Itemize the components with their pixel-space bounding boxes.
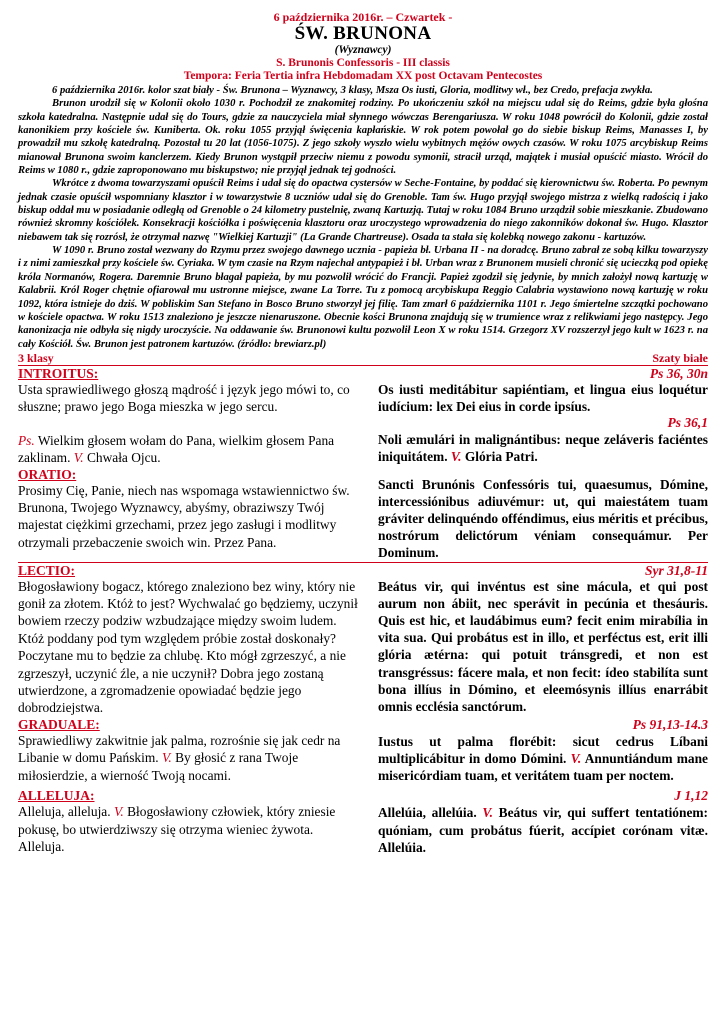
- lectio-la: Beátus vir, qui invéntus est sine mácula, et qui post aurum non ábiit, nec sperávit in pecúnia et thesáuris. Quis est hic, et laudábimus eum? fecit enim mirabília in vita sua. Qui probátus est in illo, et perféctus est, erit illi glória ætérna: qui potuit tránsgredi, et non est transgréssus: fácere mala, et non fecit: ídeo stabilíta sunt bona illíus in Dómino, et eleemósynis illíus enarrábit omnis ecclésia sanctórum.: [378, 578, 708, 714]
- oratio-section: [18, 476, 708, 562]
- lectio-header: [18, 562, 708, 578]
- graduale-ref: Ps 91,13-14.3: [632, 716, 708, 732]
- oratio-pl: Prosimy Cię, Panie, niech nas wspomaga wstawiennictwo św. Brunona, Twojego Wyznawcy, abyśmy, obraziwszy Twój majestat ciężkimi grzechami, przez jego zasługi i modlitwy otrzymali przebaczenie swoich win. Przez Pana.: [18, 482, 350, 550]
- introitus-label: INTROITUS:: [18, 365, 99, 381]
- versicle-mark: V.: [570, 750, 582, 766]
- lectio-section: [18, 578, 708, 717]
- introitus-header: [18, 365, 708, 381]
- versicle-mark: V.: [482, 805, 493, 821]
- alleluia-pl: Alleluja, alleluja. V. Błogosławiony człowiek, który zniesie pokusę, bo utwierdziwszy się otrzyma wieniec żywota. Alleluja.: [18, 804, 336, 855]
- psalm-mark: Ps.: [18, 432, 35, 448]
- versicle-mark: V.: [161, 750, 172, 766]
- introitus-ref: Ps 36, 30n: [649, 365, 708, 381]
- missal-page: [18, 10, 708, 856]
- graduale-section: [18, 717, 708, 785]
- lectio-ref: Syr 31,8-11: [644, 562, 708, 578]
- introitus-pl-antiphon: Usta sprawiedliwego głoszą mądrość i język jego mówi to, co słuszne; prawo jego Boga mieszka w jego sercu.: [18, 381, 350, 415]
- introitus-section: [18, 381, 708, 467]
- header-subtitle: (Wyznawcy): [334, 44, 392, 56]
- oratio-la: Sancti Brunónis Confessóris tui, quaesumus, Dómine, intercessiónibus adiuvémur: ut, qui maiestátem tuam gráviter delinquéndo offéndimus, eius méritis et précibus, nostrórum delictórum véniam consequámur. Per Dominum.: [378, 476, 708, 561]
- oratio-label: ORATIO:: [18, 466, 77, 482]
- header-date: 6 października 2016r. – Czwartek -: [273, 10, 453, 24]
- introitus-la-psalm: Noli æmulári in malignántibus: neque zeláveris faciéntes iniquitátem. V. Glória Patri.: [378, 432, 708, 465]
- alleluia-section: [18, 788, 708, 856]
- vestment-label: Szaty białe: [652, 350, 708, 365]
- graduale-header: [18, 717, 358, 732]
- alleluia-la: Allelúia, allelúia. V. Beátus vir, qui suffert tentatiónem: quóniam, cum probátus fúerit, accípiet corónam vitæ. Allelúia.: [378, 805, 708, 855]
- versicle-mark: V.: [73, 450, 84, 466]
- intro-paragraph: W 1090 r. Bruno został wezwany do Rzymu przez swojego dawnego ucznia - papieża bł. Urbana II - na doradcę. Bruno zabrał ze sobą kilku towarzyszy i z nimi zamieszkał przy kościele św. Cyriaka. W tym czasie na Rzym najechał antypapież i bł. Urban wraz z Brunonem musieli chronić się ucieczką pod opiekę króla Normanów, Rogera. Daremnie Bruno błagał papieża, by mu pozwolił wrócić do Francji. Papież zgodził się jedynie, by mnich założył nową kartuzję w Kalabrii. Król Roger chętnie ofiarował mu ustronne miejsce, zwane La Torre. Tu z pomocą arcybiskupa Reggio Calabria wystawiono nową kartuzję w roku 1092, która istnieje do dziś. W pobliskim San Stefano in Bosco Bruno stworzył jej filię. Tam zmarł 6 października 1101 r. Jego śmiertelne szczątki pochowano w kościele opactwa. W roku 1513 znaleziono je jeszcze nienaruszone. Obecnie kości Brunona znajdują się w trumience wraz z relikwiami jego następcy. Jego kanonizacja nie odbyła się nigdy uroczyście. Na oddawanie św. Brunonowi kultu pozwolił Leon X w roku 1514. Grzegorz XV rozszerzył jego kult w 1623 r. na cały Kościół. Św. Brunon jest patronem kartuzów. (źródło: brewiarz.pl): [18, 245, 708, 350]
- alleluia-ref: J 1,12: [674, 788, 708, 804]
- graduale-pl: Sprawiedliwy zakwitnie jak palma, rozrośnie się jak cedr na Libanie w domu Pańskim. V. By głosić z rana Twoje miłosierdzie, a wierność Twoją nocami.: [18, 732, 341, 783]
- intro-paragraph: 6 października 2016r. kolor szat biały - Św. Brunona – Wyznawcy, 3 klasy, Msza Os iusti, Gloria, modlitwy wł., bez Credo, prefacja zwykła.: [52, 85, 653, 96]
- alleluia-label: ALLELUJA:: [18, 788, 95, 804]
- alleluia-header: [18, 788, 358, 803]
- page-title: ŚW. BRUNONA: [294, 23, 432, 44]
- versicle-mark: V.: [450, 449, 462, 465]
- class-vestment-row: [18, 352, 708, 365]
- graduale-label: GRADUALE:: [18, 716, 100, 732]
- intro-text: [18, 84, 708, 351]
- introitus-la-antiphon: Os iusti meditábitur sapiéntiam, et lingua eius loquétur iudícium: lex Dei eius in corde ipsíus.: [378, 381, 708, 415]
- introitus-ref2: Ps 36,1: [667, 415, 708, 431]
- lectio-pl: Błogosławiony bogacz, którego znaleziono bez winy, który nie gonił za złotem. Któż to jest? Wychwalać go będziemy, uczynił bowiem rzeczy podziw wzbudzające między swoim ludem. Któż poddany pod tym względem próbie został doskonały? Poczytane mu to będzie za chlubę. Kto mógł zgrzeszyć, a nie zgrzeszył, uczynić źle, a nie uczynił? Dobra jego zostaną utwierdzone, a zgromadzenie opowiadać będzie jego dobrodziejstwa.: [18, 578, 358, 716]
- header-latin-name: S. Brunonis Confessoris - III classis: [276, 57, 450, 69]
- intro-paragraph: Wkrótce z dwoma towarzyszami opuścił Reims i udał się do opactwa cystersów w Seche-Fontaine, by poddać się kierownictwu św. Roberta. Po pewnym jednak czasie opuścił wspomniany klasztor i w towarzystwie 8 uczniów udał się do Grenoble. Tam św. Hugo przyjął swojego mistrza z wielką radością i jako biskup oddał mu w posiadanie odległą od Grenoble o 24 kilometry pustelnię, zwaną Kartuzją. Tutaj w roku 1084 Bruno urządził sobie mieszkanie. Zbudowano również skromny kościółek. Konsekracji kościółka i poświęcenia klasztoru oraz uroczystego wprowadzenia do niego zakonników dokonał św. Hugo. Klasztor niebawem tak się rozrósł, że otrzymał nazwę "Wielkiej Kartuzji" (La Grande Chartreuse). Osada ta stała się kolebką nowego zakonu - kartuzów.: [18, 178, 708, 243]
- lectio-label: LECTIO:: [18, 562, 76, 578]
- intro-paragraph: Brunon urodził się w Kolonii około 1030 r. Pochodził ze znakomitej rodziny. Po ukończeniu szkół na miejscu udał się do Reims, gdzie była głośna szkoła katedralna. Następnie udał się do Tours, gdzie za nauczyciela miał słynnego wówczas Berengariusza. W roku 1048 powrócił do Kolonii, gdzie został kanonikiem przy kościele św. Kuniberta. Ok. roku 1055 przyjął święcenia kapłańskie. W rok potem powołał go do siebie biskup Reims, Manasses I, by prowadził mu szkołę katedralną. Pozostał tu 20 lat (1056-1075). Z jego szkoły wyszło wielu wybitnych mężów owych czasów. W roku 1075 arcybiskup Reims mianował Brunona swoim kanclerzem. Kiedy Brunon wystąpił przeciw niemu z powodu symonii, stracił urząd, majątek i musiał opuścić miasto. Wrócił do Reims w 1080 r., gdzie zaproponowano mu biskupstwo; nie przyjął jednak tej godności.: [18, 98, 708, 177]
- header-tempora: Tempora: Feria Tertia infra Hebdomadam XX post Octavam Pentecostes: [183, 70, 543, 82]
- class-label: 3 klasy: [18, 350, 54, 365]
- introitus-pl-psalm: Ps. Wielkim głosem wołam do Pana, wielkim głosem Pana zaklinam. V. Chwała Ojcu.: [18, 432, 335, 466]
- versicle-mark: V.: [113, 804, 124, 820]
- graduale-la: Iustus ut palma florébit: sicut cedrus Líbani multiplicábitur in domo Dómini. V. Annuntiándum mane misericórdiam tuam, et veritátem tuam per noctem.: [378, 733, 709, 784]
